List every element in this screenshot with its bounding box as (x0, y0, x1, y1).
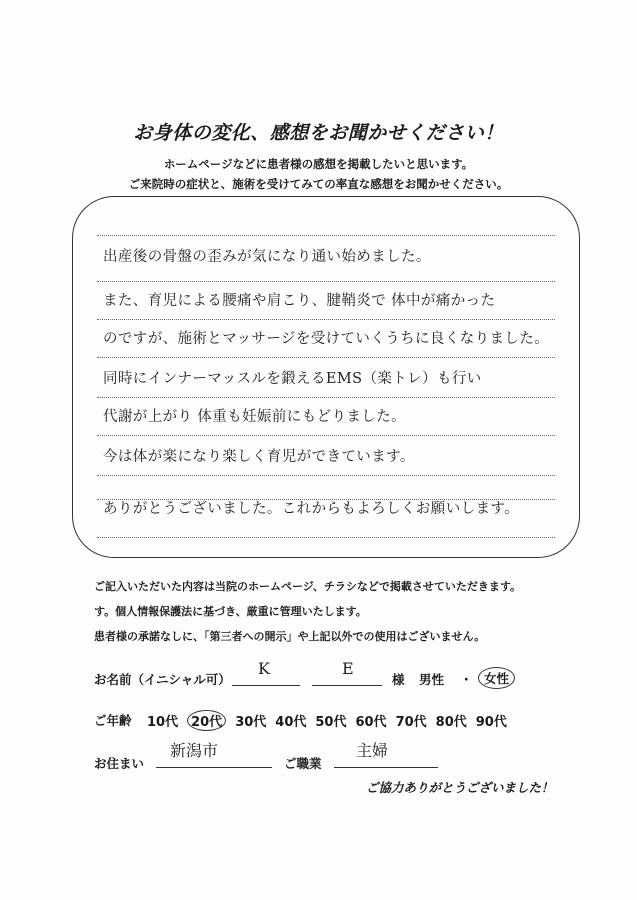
page-title: お身体の変化、感想をお聞かせください！ (133, 122, 504, 144)
age-option[interactable]: 10代 (147, 715, 179, 730)
comment-line: 代謝が上がり 体重も妊娠前にもどりました。 (103, 409, 407, 425)
age-option[interactable]: 60代 (355, 715, 387, 730)
ruled-line (97, 319, 555, 320)
comment-line: 出産後の骨盤の歪みが気になり通い始めました。 (103, 249, 431, 265)
residence-underline (156, 767, 272, 768)
comment-line: 今は体が楽になり楽しく育児ができています。 (103, 449, 415, 465)
age-option-selected[interactable]: 20代 (187, 710, 226, 731)
age-options (147, 710, 516, 731)
ruled-line (97, 281, 555, 282)
occupation-value: 主婦 (356, 741, 389, 760)
occupation-label: ご職業 (284, 756, 322, 771)
gender-separator: ・ (460, 672, 473, 687)
ruled-line (97, 397, 555, 398)
sama-label: 様 (392, 672, 405, 687)
occupation-underline (334, 767, 438, 768)
age-option[interactable]: 40代 (275, 715, 307, 730)
age-option[interactable]: 70代 (395, 715, 427, 730)
ruled-line (97, 435, 555, 436)
age-label: ご年齢 (94, 713, 132, 728)
age-option[interactable]: 30代 (235, 715, 267, 730)
name-underline (232, 685, 300, 686)
intro-line-1: ホームページなどに患者様の感想を掲載したいと思います。 (163, 157, 474, 171)
name-label: お名前（イニシャル可） (94, 672, 231, 687)
comment-line: ありがとうございました。これからもよろしくお願いします。 (103, 501, 520, 517)
gender-female-selected[interactable]: 女性 (478, 667, 515, 689)
thanks-message: ご協力ありがとうございました！ (366, 780, 554, 795)
gender-male[interactable]: 男性 (419, 672, 445, 687)
comment-line: のですが、施術とマッサージを受けていくうちに良くなりました。 (103, 331, 550, 347)
ruled-line (97, 357, 555, 358)
initial-first: K (258, 659, 270, 678)
age-option[interactable]: 80代 (435, 715, 467, 730)
ruled-line (97, 235, 555, 236)
ruled-line (97, 475, 555, 476)
age-option[interactable]: 50代 (315, 715, 347, 730)
notice-line-2: す。個人情報保護法に基づき、厳重に管理いたします。 (94, 605, 367, 618)
name-underline (312, 685, 382, 686)
notice-line-3: 患者様の承諾なしに、「第三者への開示」や上記以外での使用はございません。 (94, 630, 486, 643)
comment-line: また、育児による腰痛や肩こり、腱鞘炎で 体中が痛かった (103, 293, 496, 309)
ruled-line (97, 537, 555, 538)
initial-last: E (342, 659, 354, 678)
residence-value: 新潟市 (170, 741, 219, 760)
notice-line-1: ご記入いただいた内容は当院のホームページ、チラシなどで掲載させていただきます。 (94, 580, 522, 593)
comment-line: 同時にインナーマッスルを鍛えるEMS（楽トレ）も行い (103, 371, 482, 387)
residence-label: お住まい (94, 756, 145, 771)
age-option[interactable]: 90代 (475, 715, 507, 730)
intro-line-2: ご来院時の症状と、施術を受けてみての率直な感想をお聞かせください。 (128, 177, 509, 191)
comment-box (72, 196, 580, 558)
